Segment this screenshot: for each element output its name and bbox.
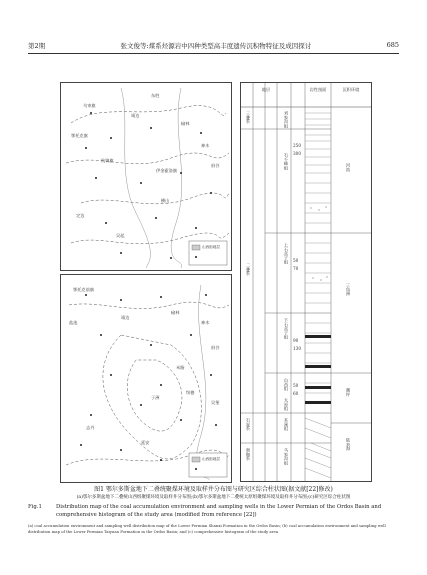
running-header bbox=[28, 38, 399, 52]
figure-label: Fig.1 bbox=[28, 504, 42, 510]
map-bottom-place-2: 盐池 bbox=[69, 320, 78, 325]
system-triassic: 三叠系 bbox=[246, 111, 251, 124]
map-top-place-9: 伊金霍洛旗 bbox=[156, 168, 177, 173]
env-fluvial: 河流 bbox=[346, 163, 351, 172]
map-bottom-legend: 山西组地层 bbox=[202, 457, 220, 461]
running-title: 张文俊等:煤系烃源岩中四种类型高丰度遗传沉积物特征及成因探讨 bbox=[120, 41, 312, 50]
figure-1 bbox=[60, 76, 370, 480]
thickness-2: 300 bbox=[293, 151, 301, 156]
map-bottom-place-12: 志丹 bbox=[86, 425, 95, 430]
stratigraphic-column bbox=[240, 82, 372, 482]
strat-drawing bbox=[241, 83, 371, 481]
formation-upper-shihezi: 上石盒子组 bbox=[284, 243, 289, 264]
strat-header-stratum: 地层 bbox=[261, 87, 271, 92]
strat-header-environment: 沉积环境 bbox=[342, 87, 360, 92]
map-shanxi-formation bbox=[60, 82, 232, 271]
map-bottom-drawing bbox=[61, 275, 231, 482]
map-top-place-10: 横山 bbox=[161, 198, 170, 203]
map-bottom-place-7: 米脂 bbox=[176, 365, 185, 370]
formation-lower-shihezi: 下石盒子组 bbox=[284, 318, 289, 339]
formation-shiqianfeng: 石千峰组 bbox=[284, 153, 289, 170]
map-bottom-place-5: 神木 bbox=[201, 320, 210, 325]
header-rule bbox=[28, 53, 399, 54]
map-top-legend: 山西组地层 bbox=[202, 245, 220, 249]
map-bottom-place-9: 吴堡 bbox=[211, 400, 220, 405]
figure-subcaption-english: (a) coal accumulation environment and sampling well distribution map of the Lower Permian Shanxi Formation in the Ordos Basin; (b) coal accumulation environment and sampling well distribution map of the Lower Permian Taiyuan Formation in the Ordos Basin; and (c) comprehensive histogram of the study area bbox=[28, 523, 386, 534]
thickness-5: 90 bbox=[293, 338, 299, 343]
map-bottom-place-6: 府谷 bbox=[211, 345, 220, 350]
map-top-place-11: 定边 bbox=[76, 213, 85, 218]
figure-caption-english bbox=[28, 503, 399, 519]
thickness-6: 130 bbox=[293, 346, 301, 351]
figure-caption-english-text: Distribution map of the coal accumulation environment and sampling wells in the Lower Permian of the Ordos Basin and comprehensive histogram of the study area (modified from reference [22]) bbox=[56, 504, 382, 518]
system-permian: 二叠系 bbox=[246, 263, 251, 276]
figure-caption-chinese: 图1 鄂尔多斯盆地下二叠统聚煤环境及取样井分布图与研究区综合柱状图(据文献[22]修改) bbox=[94, 486, 333, 493]
map-top-place-7: 鄂托克旗 bbox=[71, 133, 88, 138]
formation-liujiagou: 刘家沟组 bbox=[284, 111, 289, 128]
map-top-place-12: 吴起 bbox=[116, 233, 125, 238]
map-top-place-2: 靖边 bbox=[131, 113, 140, 118]
formation-majiagou: 马家沟组 bbox=[284, 448, 289, 465]
thickness-3: 50 bbox=[293, 258, 299, 263]
map-bottom-place-10: 子洲 bbox=[151, 395, 160, 400]
map-bottom-place-4: 榆林 bbox=[171, 310, 180, 315]
map-top-place-8: 杭锦旗 bbox=[101, 158, 114, 163]
formation-taiyuan: 太原组 bbox=[284, 398, 289, 411]
map-bottom-place-8: 绥德 bbox=[186, 390, 195, 395]
issue-number: 第2期 bbox=[28, 41, 46, 50]
formation-shanxi: 山西组 bbox=[284, 378, 289, 391]
system-carboniferous: 石炭系 bbox=[246, 418, 251, 431]
strat-header-lithology: 岩性剖面 bbox=[309, 87, 327, 92]
map-bottom-place-1: 鄂托克前旗 bbox=[73, 287, 94, 292]
env-tidal-flat: 潮坪 bbox=[346, 388, 351, 397]
map-top-place-1: 乌审旗 bbox=[83, 103, 96, 108]
map-top-place-6: 东胜 bbox=[151, 93, 160, 98]
page-number: 685 bbox=[386, 41, 399, 49]
thickness-1: 250 bbox=[293, 143, 301, 148]
system-ordovician: 奥陶系 bbox=[246, 448, 251, 461]
map-top-place-4: 神木 bbox=[201, 143, 210, 148]
env-delta: 三角洲 bbox=[346, 283, 351, 296]
map-top-drawing bbox=[61, 83, 231, 270]
map-bottom-place-11: 延安 bbox=[141, 440, 150, 445]
thickness-8: 60 bbox=[293, 391, 299, 396]
map-top-place-5: 府谷 bbox=[211, 163, 220, 168]
map-top-place-3: 榆林 bbox=[181, 121, 190, 126]
formation-benxi: 本溪组 bbox=[284, 418, 289, 431]
map-bottom-place-3: 靖边 bbox=[121, 315, 130, 320]
figure-subcaption-chinese: (a)鄂尔多斯盆地下二叠统山西组聚煤环境及取样井分布图;(b)鄂尔多斯盆地下二叠统太原组聚煤环境及取样井分布图;(c)研究区综合柱状图 bbox=[76, 495, 351, 500]
env-epicontinental-sea: 陆表海 bbox=[346, 438, 351, 451]
thickness-7: 50 bbox=[293, 383, 299, 388]
thickness-4: 70 bbox=[293, 266, 299, 271]
map-taiyuan-formation bbox=[60, 274, 232, 483]
